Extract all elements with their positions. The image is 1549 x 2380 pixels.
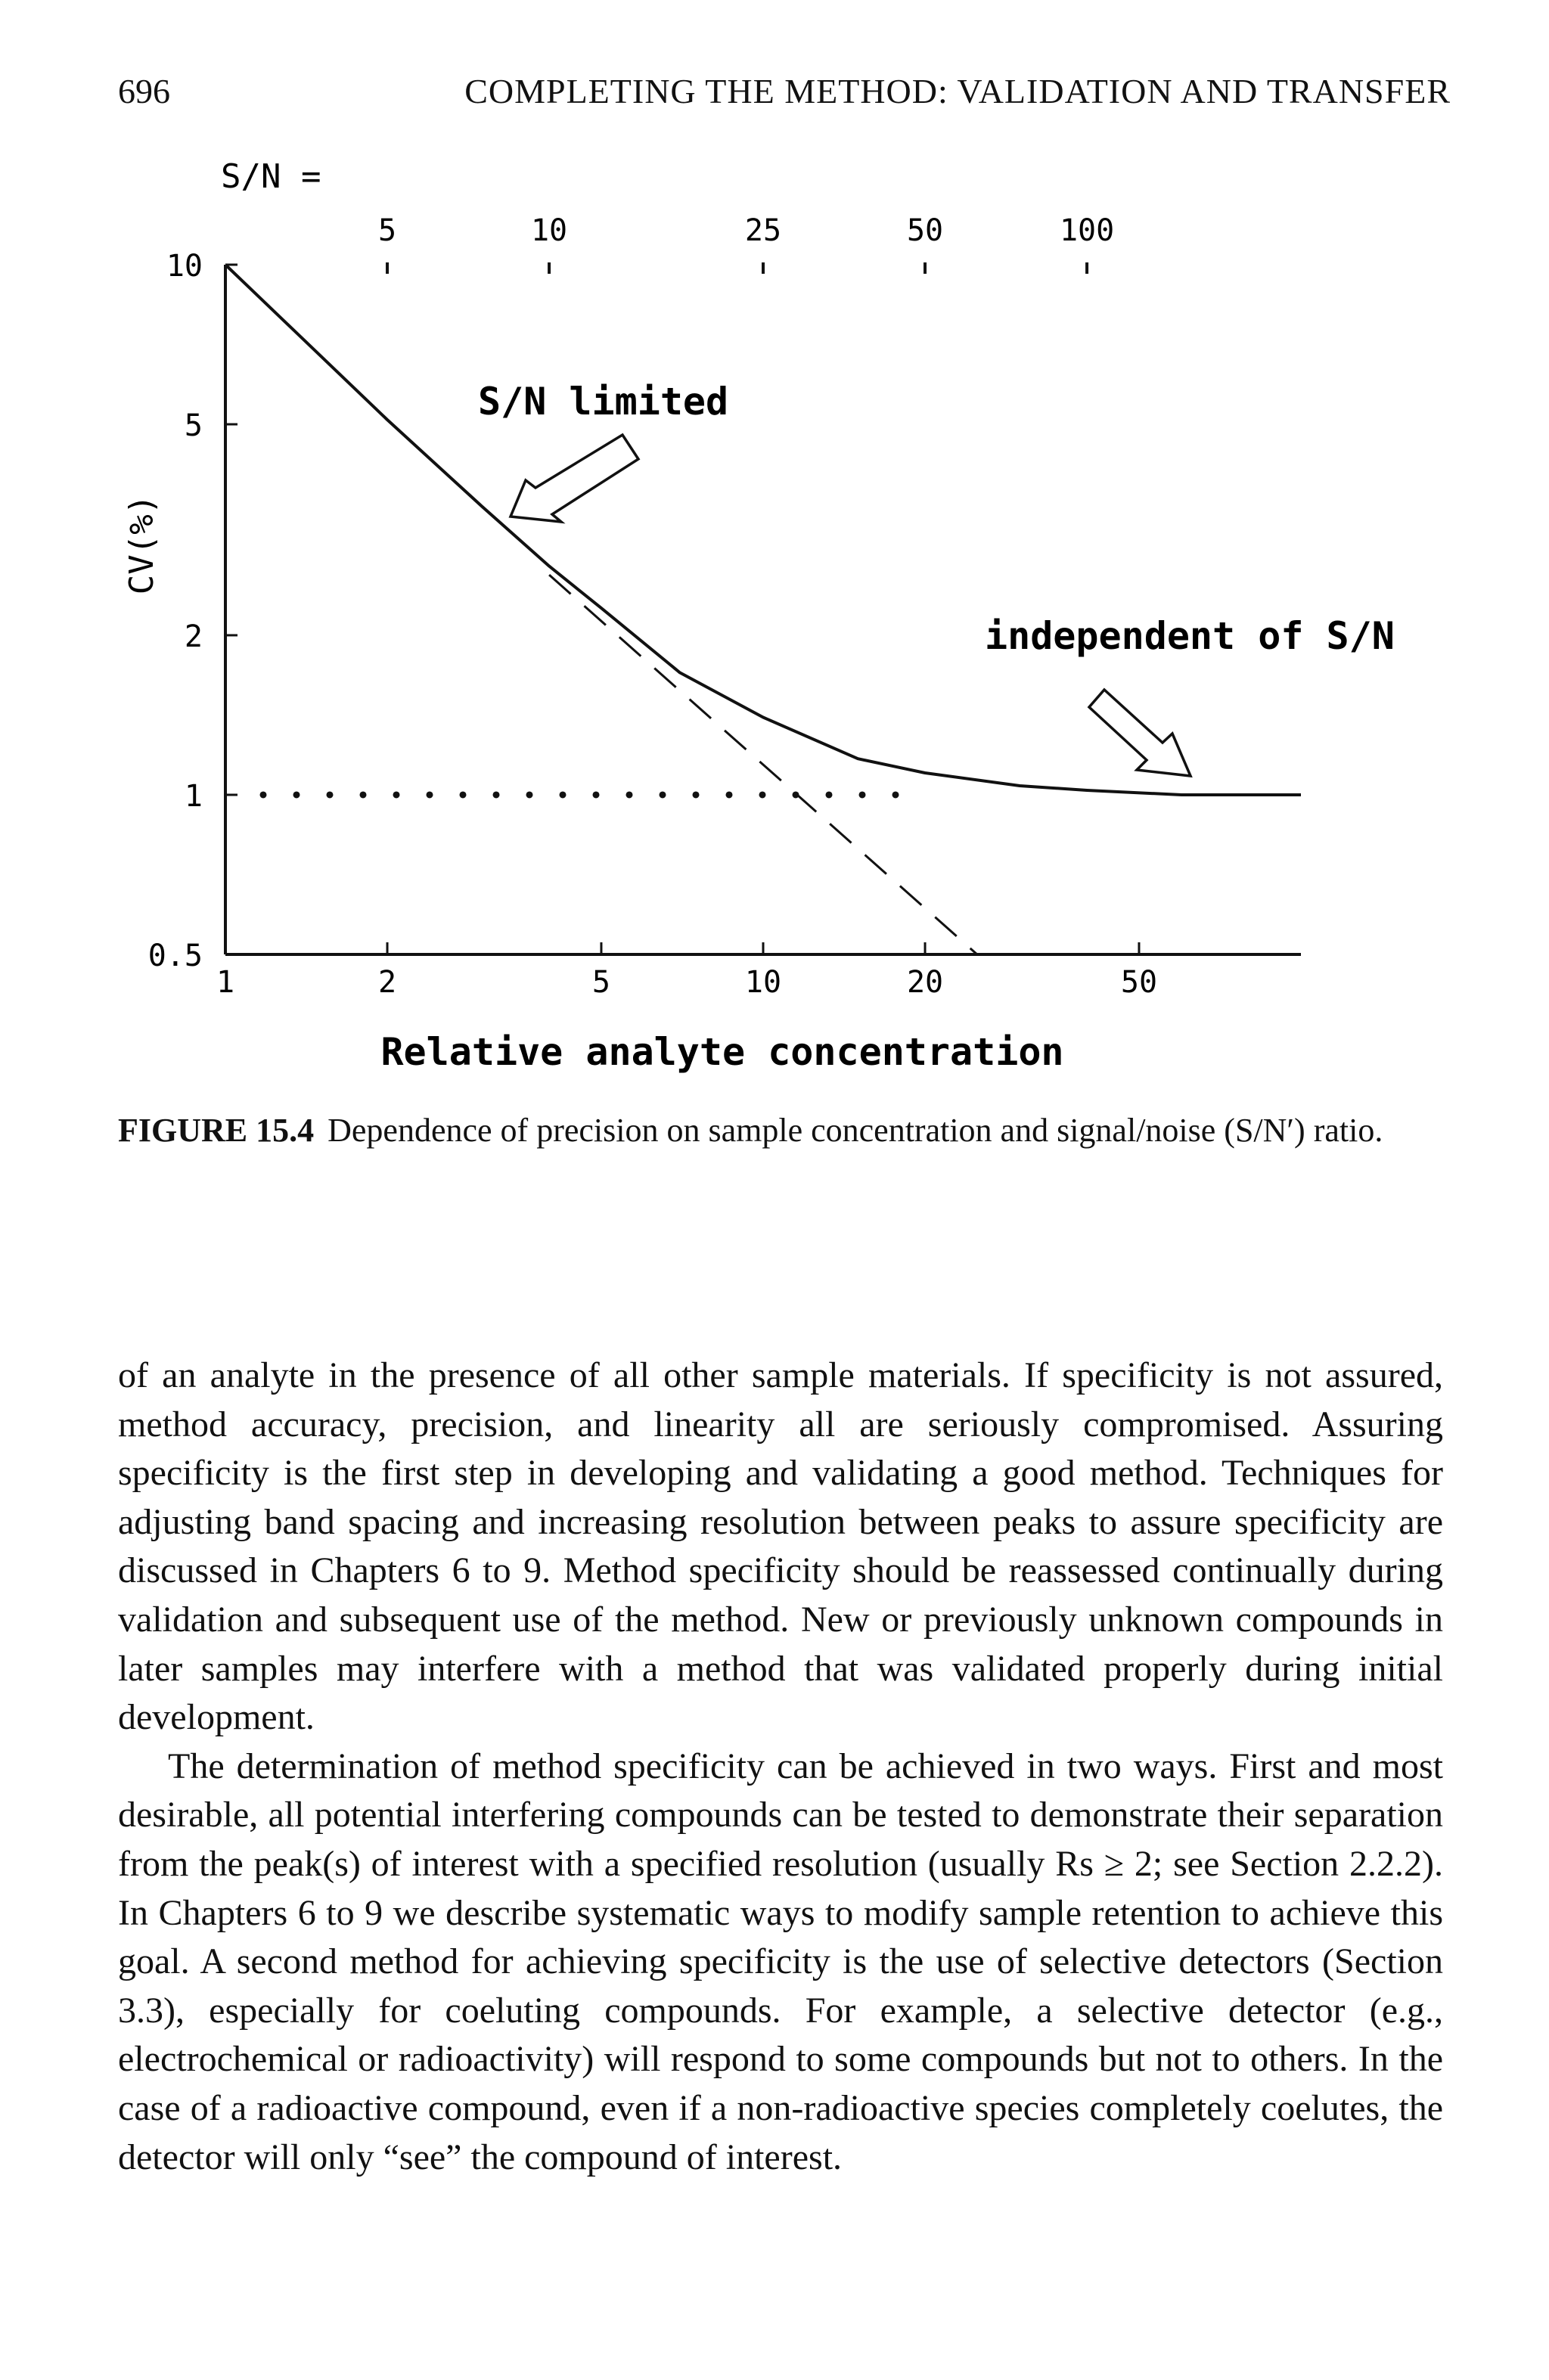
- dotted-reference-point: [526, 791, 533, 798]
- paragraph: of an analyte in the presence of all other sample materials. If specificity is not assured, method accuracy, precision, and linearity all are seriously compromised. Assuring specificity is the first step in developing and validating a good method. Techniques for adjusting band spacing and increasing resolution between peaks to assure specificity are discussed in Chapters 6 to 9. Method specificity should be reassessed continually during validation and subsequent use of the method. New or previously unknown compounds in later samples may interfere with a method that was validated properly during initial development.: [118, 1355, 1443, 1738]
- dotted-reference-point: [427, 791, 433, 798]
- dotted-reference-point: [859, 791, 866, 798]
- caption-text: Dependence of precision on sample concentration and signal/noise (S/N′) ratio.: [327, 1112, 1383, 1149]
- page-number: 696: [118, 72, 170, 110]
- figure-caption: [118, 1108, 1443, 1153]
- y-tick-label: 2: [184, 619, 203, 654]
- arrow-icon: [511, 435, 638, 522]
- dotted-reference-point: [327, 791, 334, 798]
- annotation-sn-limited: S/N limited: [478, 380, 729, 424]
- dotted-reference-point: [826, 791, 833, 798]
- top-tick-label: 100: [1059, 213, 1115, 248]
- dotted-reference-point: [493, 791, 500, 798]
- top-tick-label: 50: [906, 213, 944, 248]
- paragraph: The determination of method specificity can be achieved in two ways. First and most desirable, all potential interfering compounds can be tested to demonstrate their separation from the peak(s) of interest with a specified resolution (usually Rs ≥ 2; see Section 2.2.2). In Chapters 6 to 9 we describe systematic ways to modify sample retention to achieve this goal. A second method for achieving specificity is the use of selective detectors (Section 3.3), especially for coeluting compounds. For example, a selective detector (e.g., electrochemical or radioactivity) will respond to some compounds but not to others. In the case of a radioactive compound, even if a non-radioactive species completely coelutes, the detector will only “see” the compound of interest.: [118, 1745, 1443, 2177]
- figure-number: FIGURE 15.4: [118, 1112, 315, 1149]
- figure-chart: [0, 0, 1549, 1089]
- y-axis-label: CV(%): [123, 494, 161, 595]
- annotation-independent: independent of S/N: [985, 614, 1395, 658]
- y-tick-label: 0.5: [147, 939, 203, 973]
- dotted-reference-point: [260, 791, 267, 798]
- x-tick-label: 1: [216, 965, 235, 1000]
- dotted-reference-point: [560, 791, 567, 798]
- top-tick-label: 5: [377, 213, 397, 248]
- body-text: [118, 1351, 1443, 2182]
- y-tick-label: 10: [166, 249, 203, 284]
- x-tick-label: 20: [906, 965, 944, 1000]
- dotted-reference-point: [293, 791, 300, 798]
- dotted-reference-point: [360, 791, 367, 798]
- y-tick-label: 5: [184, 408, 203, 444]
- chart-series: [225, 265, 1301, 954]
- dotted-reference-point: [726, 791, 733, 798]
- x-axis-label: Relative analyte concentration: [380, 1030, 1064, 1074]
- dotted-reference-point: [460, 791, 467, 798]
- top-tick-label: 25: [744, 213, 782, 248]
- dotted-reference-point: [626, 791, 633, 798]
- running-title: COMPLETING THE METHOD: VALIDATION AND TRANSFER: [464, 72, 1451, 110]
- chart-axes: [225, 265, 1301, 954]
- dotted-reference-point: [593, 791, 600, 798]
- dotted-reference-point: [892, 791, 899, 798]
- x-tick-label: 5: [591, 965, 611, 1000]
- dotted-reference-point: [660, 791, 666, 798]
- x-tick-label: 10: [744, 965, 782, 1000]
- x-tick-label: 50: [1120, 965, 1158, 1000]
- cv-curve-line: [225, 265, 1301, 795]
- dotted-reference-point: [393, 791, 400, 798]
- dashed-extrapolation-line: [549, 575, 977, 954]
- arrow-icon: [1089, 690, 1190, 776]
- x-tick-label: 2: [377, 965, 397, 1000]
- top-axis-label: S/N =: [221, 157, 321, 196]
- dotted-reference-point: [793, 791, 799, 798]
- top-tick-label: 10: [530, 213, 568, 248]
- dotted-reference-point: [759, 791, 766, 798]
- chart-ticks: [148, 213, 1157, 1000]
- y-tick-label: 1: [184, 778, 203, 814]
- dotted-reference-point: [693, 791, 700, 798]
